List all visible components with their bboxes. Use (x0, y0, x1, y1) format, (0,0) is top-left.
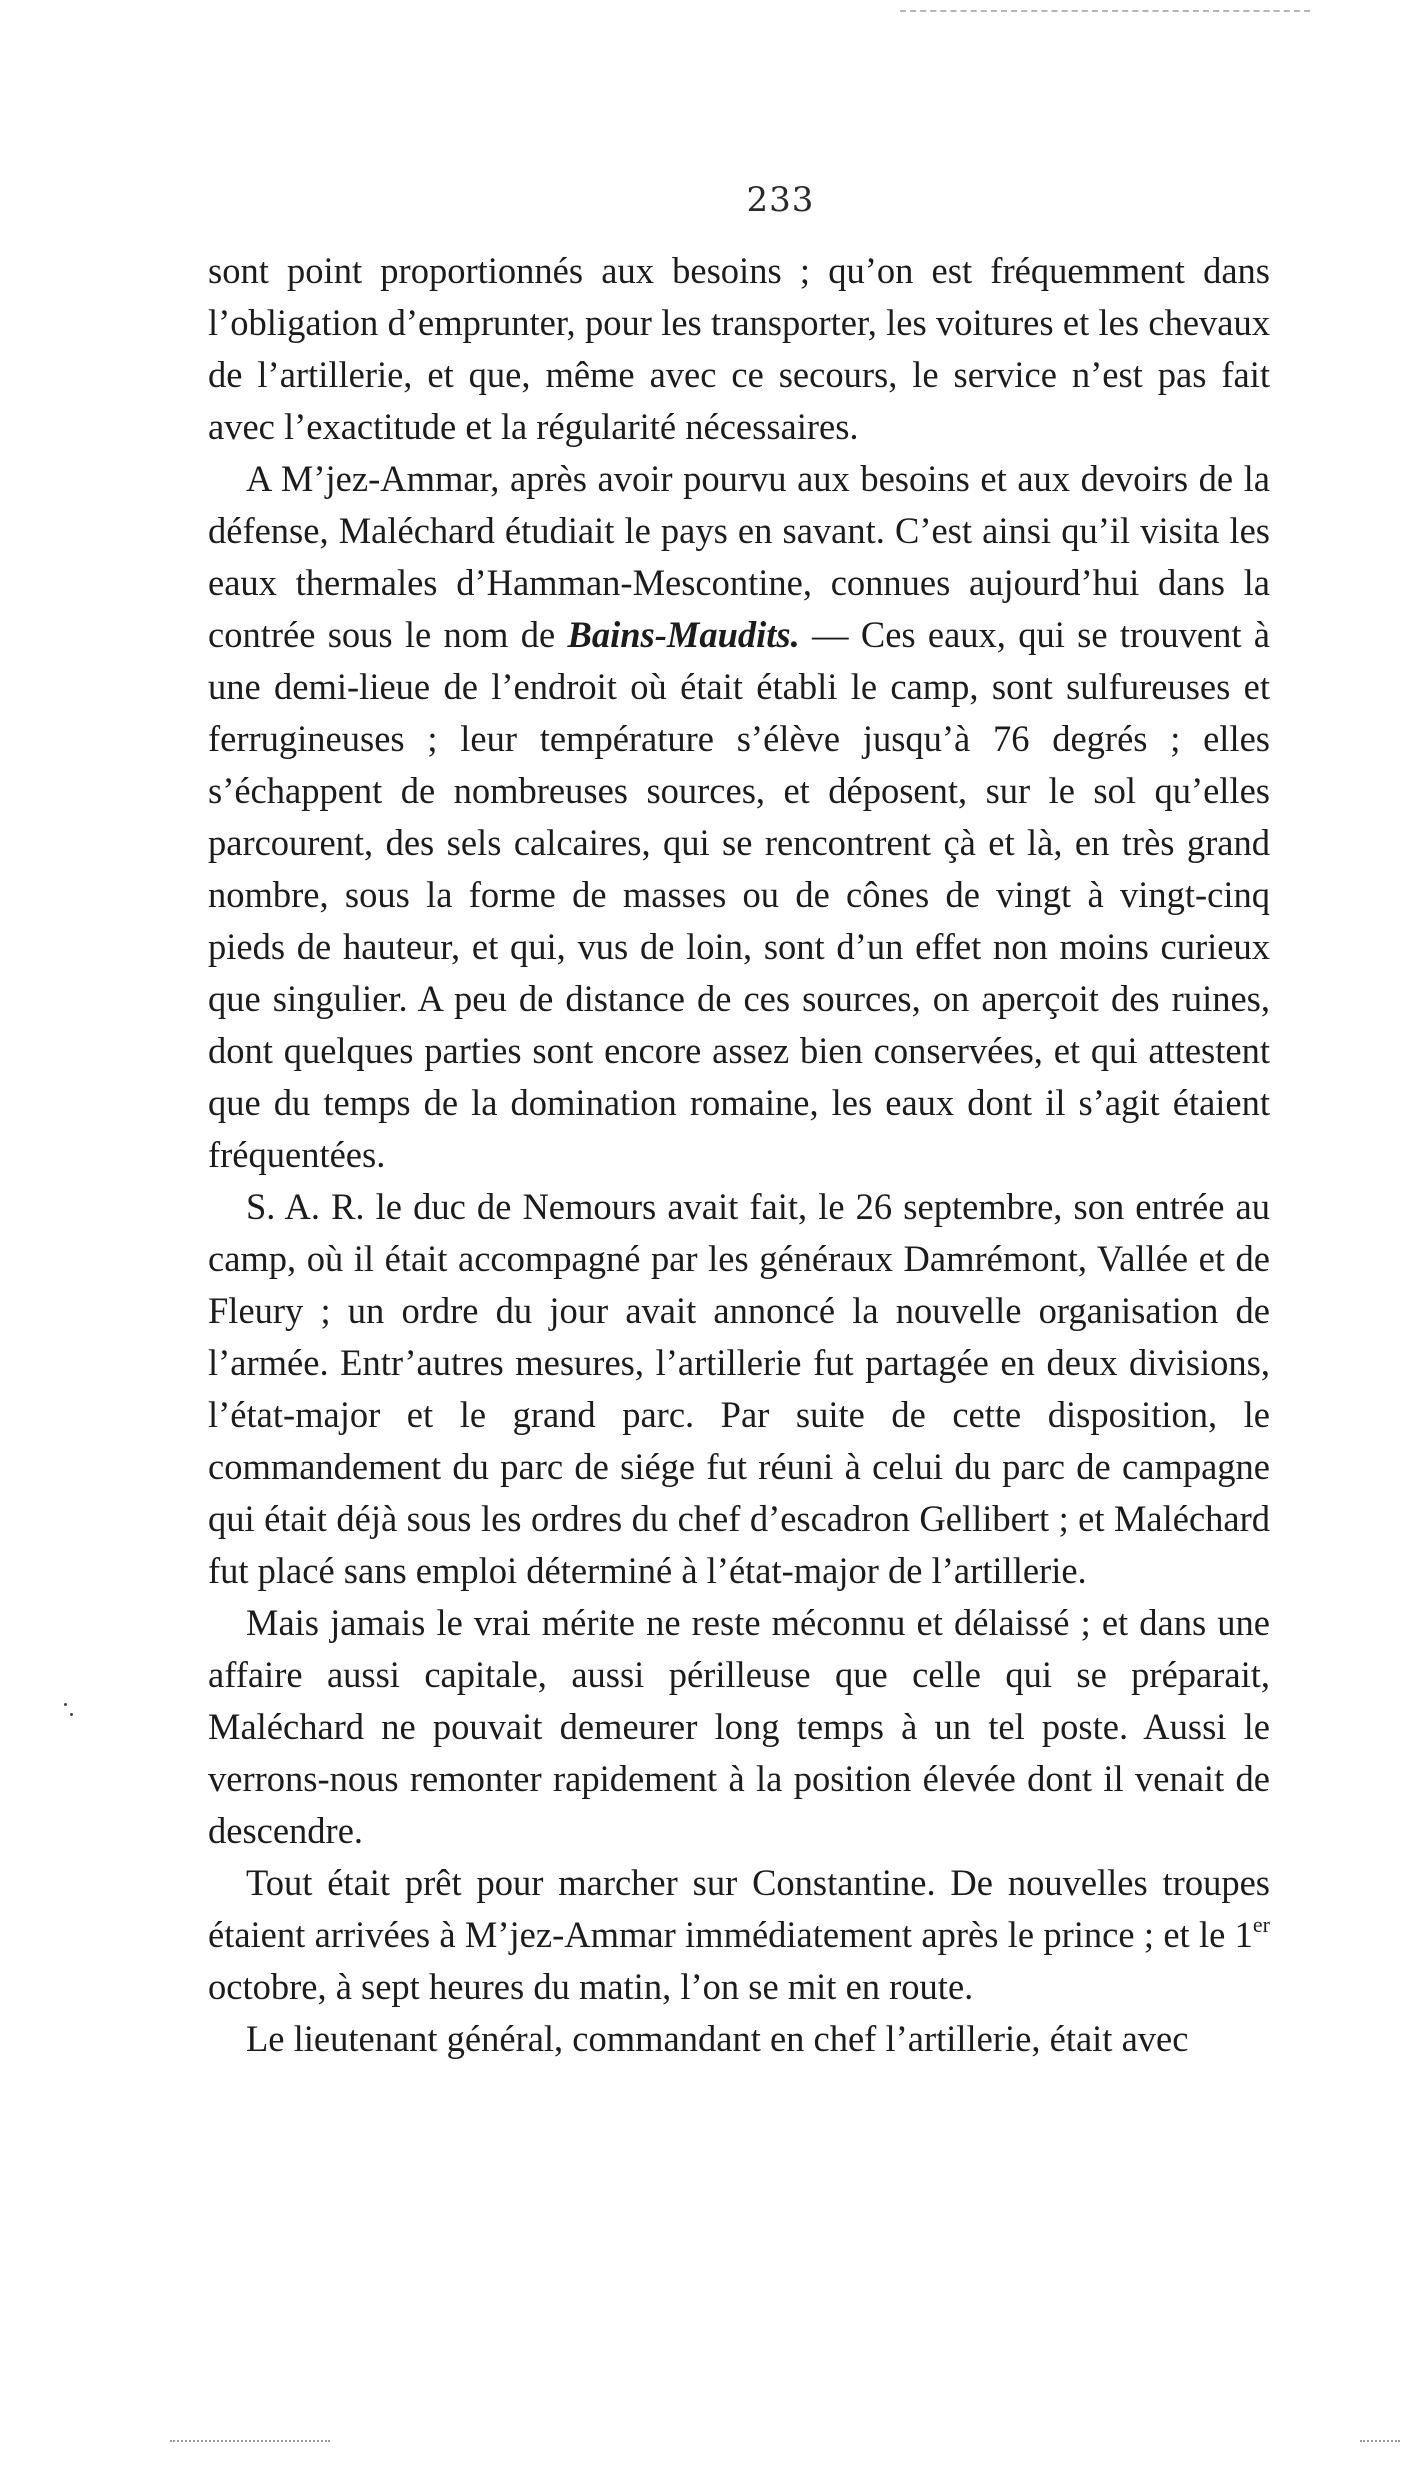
bottom-scan-mark (170, 2440, 330, 2442)
paragraph-5-text-b: octobre, à sept heures du matin, l’on se mit en route. (208, 1966, 974, 2007)
ordinal-superscript: er (1252, 1911, 1270, 1937)
paragraph-6-text: Le lieutenant général, commandant en chef l’artillerie, était avec (246, 2018, 1189, 2059)
paragraph-1-text: sont point proportionnés aux besoins ; qu’on est fréquemment dans l’obligation d’emprunter, pour les transporter, les voitures et les chevaux de l’artillerie, et que, même avec ce secours, le service n’est pas fait avec l’exactitude et la régularité nécessaires. (208, 250, 1270, 447)
paragraph-2-text-b: — Ces eaux, qui se trouvent à une demi-lieue de l’endroit où était établi le camp, sont sulfureuses et ferrugineuses ; leur température s’élève jusqu’à 76 degrés ; elles s’échappent de nombreuses sources, et déposent, sur le sol qu’elles parcourent, des sels calcaires, qui se rencontrent çà et là, en très grand nombre, sous la forme de masses ou de cônes de vingt à vingt-cinq pieds de hauteur, et qui, vus de loin, sont d’un effet non moins curieux que singulier. A peu de distance de ces sources, on aperçoit des ruines, dont quelques parties sont encore assez bien conservées, et qui attestent que du temps de la domination romaine, les eaux dont il s’agit étaient fréquentées. (208, 614, 1270, 1175)
bottom-scan-mark (1360, 2440, 1400, 2442)
paragraph-1 (208, 245, 1270, 453)
paragraph-4 (208, 1597, 1270, 1857)
scan-speck (70, 1713, 73, 1716)
paragraph-3-text: S. A. R. le duc de Nemours avait fait, le 26 septembre, son entrée au camp, où il était accompagné par les généraux Damrémont, Vallée et de Fleury ; un ordre du jour avait annoncé la nouvelle organisation de l’armée. Entr’autres mesures, l’artillerie fut partagée en deux divisions, l’état-major et le grand parc. Par suite de cette disposition, le commandement du parc de siége fut réuni à celui du parc de campagne qui était déjà sous les ordres du chef d’escadron Gellibert ; et Maléchard fut placé sans emploi déterminé à l’état-major de l’artillerie. (208, 1186, 1270, 1591)
bains-maudits-emphasis: Bains-Maudits. (567, 614, 800, 655)
paragraph-5 (208, 1857, 1270, 2013)
top-scan-rule (900, 10, 1310, 12)
body-text (208, 245, 1270, 2065)
paragraph-6 (208, 2013, 1270, 2065)
paragraph-3 (208, 1181, 1270, 1597)
paragraph-4-text: Mais jamais le vrai mérite ne reste méconnu et délaissé ; et dans une affaire aussi capitale, aussi périlleuse que celle qui se préparait, Maléchard ne pouvait demeurer long temps à un tel poste. Aussi le verrons-nous remonter rapidement à la position élevée dont il venait de descendre. (208, 1602, 1270, 1851)
paragraph-2-text-a: A M’jez-Ammar, après avoir pourvu aux besoins et aux devoirs de la défense, Maléchard étudiait le pays en savant. C’est ainsi qu’il visita les eaux thermales d’Hamman-Mescontine, connues aujourd’hui dans la contrée sous le nom de (208, 458, 1270, 655)
paragraph-5-text-a: Tout était prêt pour marcher sur Constantine. De nouvelles troupes étaient arrivées à M’jez-Ammar immédiatement après le prince ; et le 1 (208, 1862, 1270, 1955)
page-number: 233 (746, 180, 815, 220)
paragraph-2 (208, 453, 1270, 1181)
scan-speck (64, 1703, 67, 1706)
